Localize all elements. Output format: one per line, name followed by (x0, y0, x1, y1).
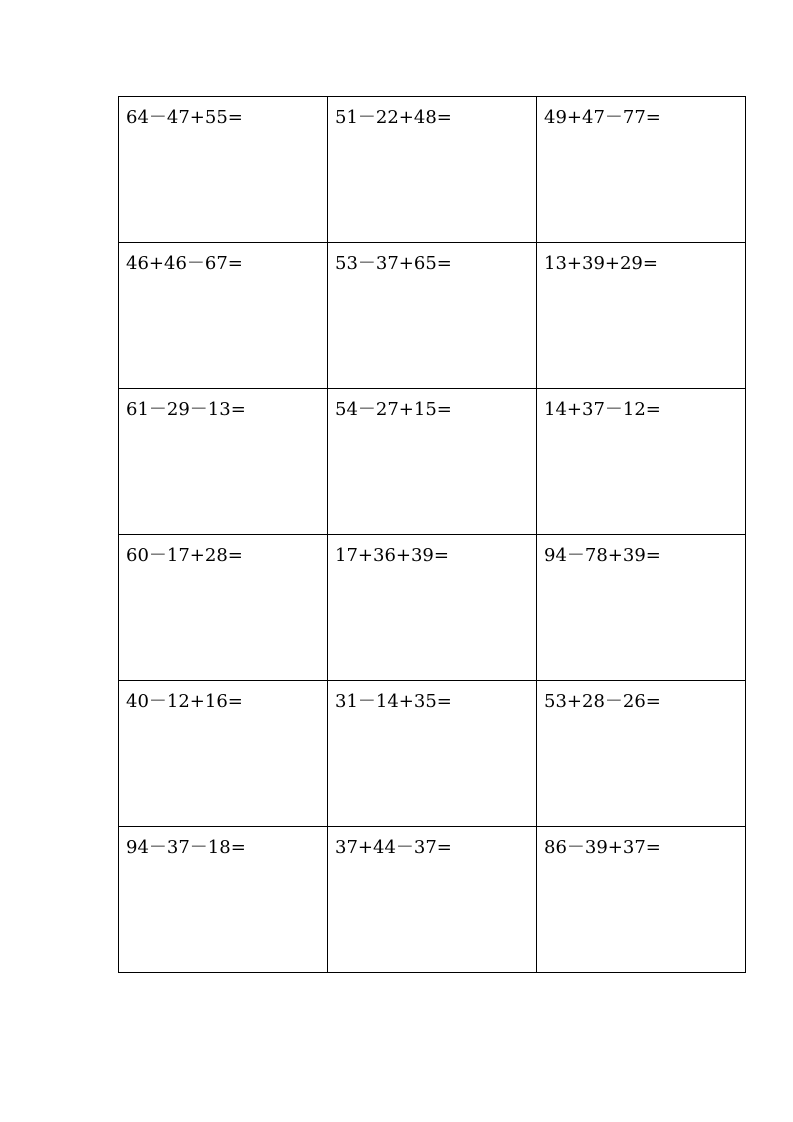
problem-cell: 17+36+39= (328, 535, 537, 681)
problem-cell: 46+46－67= (119, 243, 328, 389)
problem-cell: 31－14+35= (328, 681, 537, 827)
problem-cell: 49+47－77= (537, 97, 746, 243)
worksheet-row (119, 389, 746, 535)
problem-cell: 53+28－26= (537, 681, 746, 827)
worksheet-row (119, 243, 746, 389)
problem-cell: 54－27+15= (328, 389, 537, 535)
problem-cell: 86－39+37= (537, 827, 746, 973)
problem-cell: 60－17+28= (119, 535, 328, 681)
problem-cell: 64－47+55= (119, 97, 328, 243)
problem-cell: 61－29－13= (119, 389, 328, 535)
problem-cell: 53－37+65= (328, 243, 537, 389)
worksheet-row (119, 535, 746, 681)
worksheet-row (119, 681, 746, 827)
math-worksheet-grid (118, 96, 746, 973)
problem-cell: 14+37－12= (537, 389, 746, 535)
problem-cell: 94－37－18= (119, 827, 328, 973)
problem-cell: 13+39+29= (537, 243, 746, 389)
problem-cell: 94－78+39= (537, 535, 746, 681)
problem-cell: 51－22+48= (328, 97, 537, 243)
problem-cell: 37+44－37= (328, 827, 537, 973)
problem-cell: 40－12+16= (119, 681, 328, 827)
worksheet-row (119, 97, 746, 243)
worksheet-row (119, 827, 746, 973)
